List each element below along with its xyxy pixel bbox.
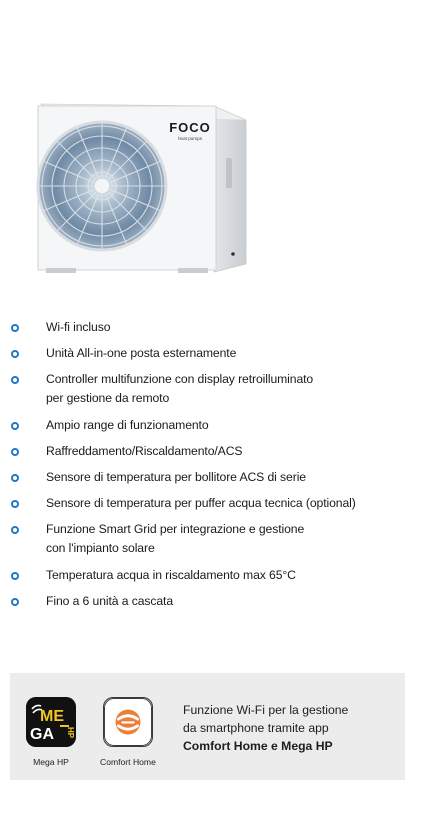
feature-list (0, 318, 444, 618)
mega-hp-app-icon[interactable] (26, 697, 76, 747)
brand-logo: FOCO (169, 120, 211, 135)
bullet-icon (11, 324, 19, 332)
list-item: Temperatura acqua in riscaldamento max 65°C (0, 566, 444, 585)
bullet-icon (11, 376, 19, 384)
comfort-home-app-icon[interactable] (103, 697, 153, 747)
list-item: Funzione Smart Grid per integrazione e gestione con l'impianto solare (0, 520, 444, 558)
svg-text:HP: HP (66, 727, 75, 739)
mega-hp-app[interactable] (26, 697, 76, 767)
bullet-icon (11, 598, 19, 606)
list-item: Fino a 6 unità a cascata (0, 592, 444, 611)
mega-hp-label: Mega HP (33, 757, 69, 767)
list-item: Unità All-in-one posta esternamente (0, 344, 444, 363)
comfort-home-label: Comfort Home (100, 757, 156, 767)
app-promo-panel (10, 673, 405, 780)
comfort-home-app[interactable] (100, 697, 156, 767)
bullet-icon (11, 448, 19, 456)
bullet-icon (11, 526, 19, 534)
bullet-icon (11, 500, 19, 508)
list-item: Wi-fi incluso (0, 318, 444, 337)
bullet-icon (11, 474, 19, 482)
heat-pump-image (28, 98, 258, 278)
list-item: Raffreddamento/Riscaldamento/ACS (0, 442, 444, 461)
promo-description: Funzione Wi-Fi per la gestione da smartphone tramite app Comfort Home e Mega HP (183, 703, 349, 753)
list-item: Sensore di temperatura per puffer acqua tecnica (optional) (0, 494, 444, 513)
list-item: Controller multifunzione con display retroilluminato per gestione da remoto (0, 370, 444, 408)
bullet-icon (11, 350, 19, 358)
svg-text:ME: ME (40, 708, 64, 725)
svg-text:GA: GA (30, 726, 54, 743)
list-item: Ampio range di funzionamento (0, 416, 444, 435)
bullet-icon (11, 572, 19, 580)
bullet-icon (11, 422, 19, 430)
list-item: Sensore di temperatura per bollitore ACS di serie (0, 468, 444, 487)
brand-tagline: heat pumps (177, 136, 203, 141)
